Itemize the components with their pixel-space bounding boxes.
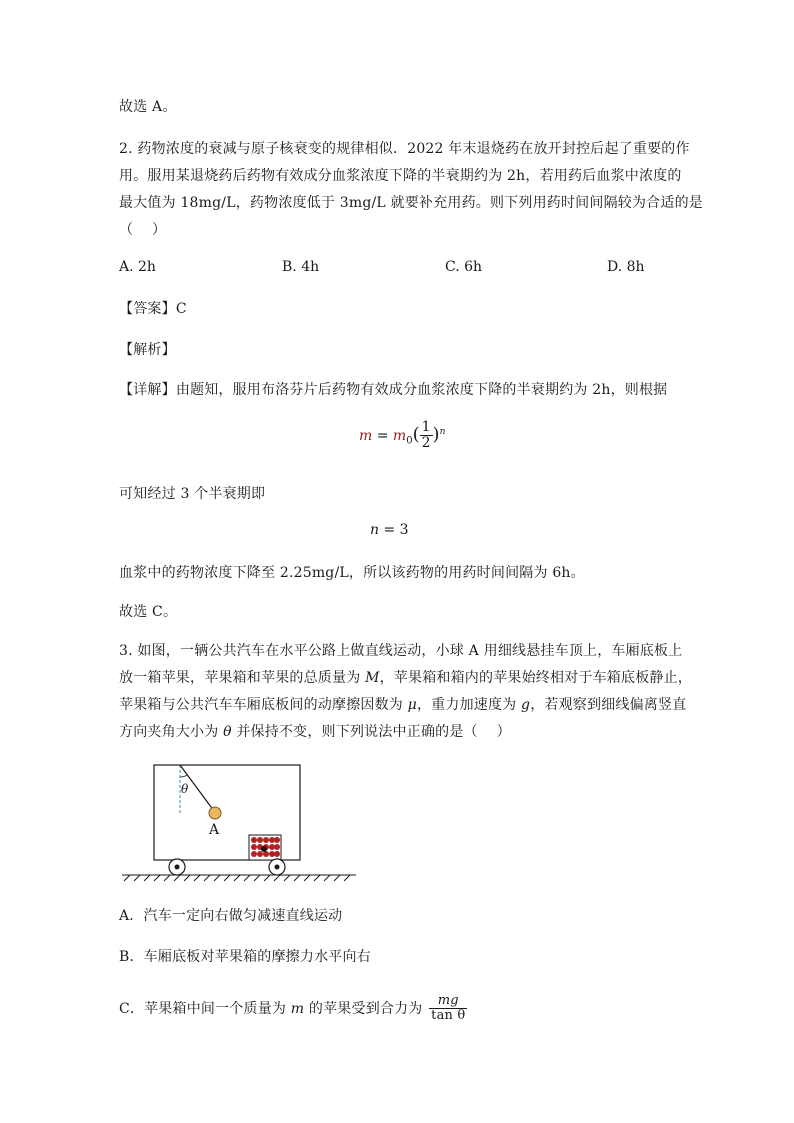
q3-stem-line-1: 3. 如图，一辆公共汽车在水平公路上做直线运动，小球 A 用细线悬挂车顶上，车厢底板上 — [119, 643, 683, 659]
q3-line2-a: 放一箱苹果，苹果箱和苹果的总质量为 — [119, 670, 366, 686]
q2-stem-line-1: 2. 药物浓度的衰减与原子核衰变的规律相似．2022 年末退烧药在放开封控后起了重要的作 — [119, 141, 690, 157]
q3-line4-a: 方向夹角大小为 — [119, 724, 224, 740]
angle-label: θ — [181, 782, 189, 796]
formula-close-paren: ) — [432, 423, 440, 445]
formula-open-paren: ( — [412, 423, 420, 445]
wheel-left — [169, 859, 185, 875]
q2-result: 血浆中的药物浓度下降至 2.25mg/L，所以该药物的用药时间间隔为 6h。 — [119, 565, 585, 581]
q3-optc-text2: 的苹果受到合力为 — [304, 1000, 423, 1017]
q3-var-mu: μ — [407, 697, 417, 713]
q1-conclusion: 故选 A。 — [119, 99, 177, 115]
q3-optc-denominator: tan θ — [431, 1008, 466, 1024]
formula-fraction — [420, 420, 433, 452]
answer-tag: 【答案】 — [119, 301, 176, 317]
formula-exponent: n — [439, 427, 446, 438]
q3-var-g: g — [521, 697, 531, 713]
q3-line3-a: 苹果箱与公共汽车车厢底板间的动摩擦因数为 — [119, 697, 408, 713]
n-rest: = 3 — [379, 522, 409, 538]
q2-stem-line-4: （ ） — [119, 222, 167, 238]
q2-stem-line-2: 用。服用某退烧药后药物有效成分血浆浓度下降的半衰期约为 2h，若用药后血浆中浓度的 — [119, 168, 682, 184]
q2-after-formula: 可知经过 3 个半衰期即 — [119, 486, 266, 502]
q3-stem-line-2 — [119, 667, 692, 687]
ball-label: A — [209, 822, 220, 838]
half-life-formula — [359, 420, 445, 452]
q3-stem-line-4 — [119, 721, 511, 741]
q3-var-M: M — [365, 670, 380, 686]
apple-box — [249, 835, 281, 860]
n-var: n — [370, 522, 380, 538]
q2-detail — [119, 379, 667, 399]
formula-lhs: m — [359, 427, 373, 444]
q2-stem-line-3: 最大值为 18mg/L，药物浓度低于 3mg/L 就要补充用药。则下列用药时间间隔较为合适的是 — [119, 195, 703, 211]
q2-conclusion: 故选 C。 — [119, 604, 178, 620]
q3-option-c — [119, 994, 467, 1024]
q2-option-d: D. 8h — [607, 259, 645, 275]
q3-optc-numerator: mg — [429, 994, 467, 1009]
formula-denominator: 2 — [421, 435, 431, 452]
wheel-right — [269, 859, 285, 875]
q3-line3-b: ，重力加速度为 — [416, 697, 522, 713]
detail-text: 由题知，服用布洛芬片后药物有效成分血浆浓度下降的半衰期约为 2h，则根据 — [175, 382, 668, 398]
q3-var-theta: θ — [223, 724, 232, 740]
answer-value: C — [175, 301, 187, 317]
q3-line4-b: 并保持不变，则下列说法中正确的是（ ） — [231, 724, 511, 740]
q3-optc-text: C．苹果箱中间一个质量为 — [119, 1000, 291, 1017]
q2-option-c: C. 6h — [445, 259, 483, 275]
ball-a — [209, 807, 221, 819]
formula-eq: = — [372, 427, 393, 444]
n-equals-line — [370, 522, 409, 538]
q3-option-b: B．车厢底板对苹果箱的摩擦力水平向右 — [119, 949, 371, 965]
formula-m: m — [392, 427, 407, 444]
q2-option-b: B. 4h — [282, 259, 320, 275]
q3-stem-line-3 — [119, 694, 686, 714]
q3-optc-fraction — [429, 994, 467, 1024]
q3-line3-c: ，若观察到细线偏离竖直 — [530, 697, 687, 713]
bus-pendulum-figure — [118, 760, 363, 885]
q2-answer — [119, 298, 187, 318]
q3-optc-var-m: m — [290, 1000, 305, 1017]
q2-analysis-tag: 【解析】 — [119, 342, 176, 358]
q3-line2-b: ，苹果箱和箱内的苹果始终相对于车箱底板静止， — [379, 670, 693, 686]
q3-option-a: A．汽车一定向右做匀减速直线运动 — [119, 908, 343, 924]
formula-sub: 0 — [406, 435, 413, 447]
q2-option-a: A. 2h — [119, 259, 156, 275]
ground — [122, 875, 356, 881]
formula-numerator: 1 — [421, 419, 431, 435]
detail-tag: 【详解】 — [119, 382, 176, 398]
